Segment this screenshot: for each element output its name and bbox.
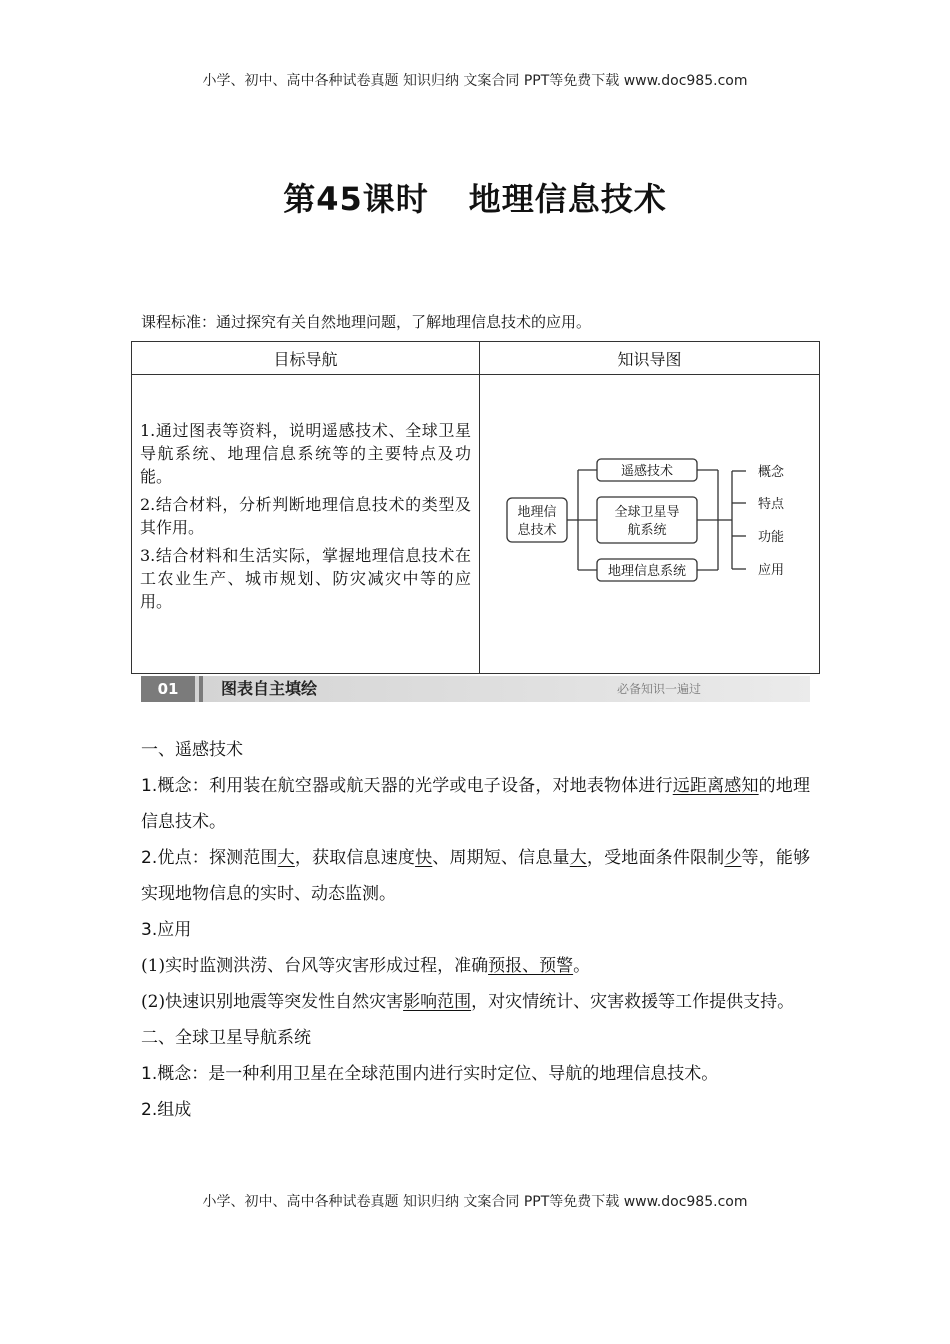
mindmap-leaf-concept: 概念 — [758, 465, 785, 480]
rs-application-1: (1)实时监测洪涝、台风等灾害形成过程，准确预报、预警。 — [141, 956, 591, 976]
mindmap-leaf-applications: 应用 — [758, 563, 785, 578]
heading-remote-sensing: 一、遥感技术 — [141, 740, 243, 760]
curriculum-standard: 课程标准：通过探究有关自然地理问题，了解地理信息技术的应用。 — [141, 313, 592, 331]
rs-applications-heading: 3.应用 — [141, 920, 192, 940]
mindmap-leaf-features: 特点 — [758, 497, 785, 512]
goals-list — [132, 375, 479, 613]
mindmap-branch-gis: 地理信息系统 — [607, 564, 687, 579]
mindmap-root-line1: 地理信 — [517, 505, 557, 520]
section-divider — [199, 676, 203, 702]
blank-answer: 影响范围 — [403, 992, 472, 1012]
blank-answer: 大 — [277, 848, 295, 868]
mindmap-root-line2: 息技术 — [517, 523, 557, 538]
rs-advantages: 2.优点：探测范围大，获取信息速度快、周期短、信息量大，受地面条件限制少等，能够实现地物信息的实时、动态监测。 — [141, 848, 811, 904]
knowledge-mindmap — [480, 375, 820, 675]
section-title: 图表自主填绘 — [221, 679, 318, 698]
page-title — [0, 174, 950, 220]
blank-answer: 远距离感知 — [672, 776, 759, 796]
section-banner — [141, 676, 810, 702]
mindmap-header: 知识导图 — [480, 342, 820, 375]
section-tag: 必备知识一遍过 — [617, 682, 702, 696]
gnss-concept: 1.概念：是一种利用卫星在全球范围内进行实时定位、导航的地理信息技术。 — [141, 1064, 719, 1084]
blank-answer: 少 — [724, 848, 742, 868]
goal-item: 1.通过图表等资料，说明遥感技术、全球卫星导航系统、地理信息系统等的主要特点及功能。 — [140, 421, 471, 486]
content-body — [141, 732, 810, 1128]
mindmap-branch-gnss-line1: 全球卫星导 — [614, 505, 680, 520]
goal-item: 3.结合材料和生活实际，掌握地理信息技术在工农业生产、城市规划、防灾减灾中等的应用。 — [140, 546, 471, 611]
page-header: 小学、初中、高中各种试卷真题 知识归纳 文案合同 PPT等免费下载 www.doc985.com — [202, 73, 748, 89]
mindmap-cell — [480, 375, 820, 674]
goals-table — [131, 341, 820, 674]
section-number: 01 — [141, 676, 195, 702]
goals-cell — [132, 375, 480, 674]
lesson-number: 第45课时 — [283, 180, 429, 218]
mindmap-leaf-functions: 功能 — [758, 530, 785, 545]
rs-concept: 1.概念：利用装在航空器或航天器的光学或电子设备，对地表物体进行远距离感知的地理信息技术。 — [141, 776, 810, 832]
mindmap-branch-gnss-line2: 航系统 — [627, 523, 667, 538]
page-footer: 小学、初中、高中各种试卷真题 知识归纳 文案合同 PPT等免费下载 www.doc985.com — [202, 1194, 748, 1210]
blank-answer: 预报、预警 — [488, 956, 574, 976]
lesson-topic: 地理信息技术 — [468, 180, 667, 218]
blank-answer: 快 — [415, 848, 433, 868]
goals-header: 目标导航 — [132, 342, 480, 375]
rs-application-2: (2)快速识别地震等突发性自然灾害影响范围，对灾情统计、灾害救援等工作提供支持。 — [141, 992, 795, 1012]
heading-gnss: 二、全球卫星导航系统 — [141, 1028, 311, 1048]
blank-answer: 大 — [569, 848, 587, 868]
goal-item: 2.结合材料，分析判断地理信息技术的类型及其作用。 — [140, 495, 471, 537]
mindmap-branch-remote-sensing: 遥感技术 — [620, 464, 674, 479]
gnss-composition-heading: 2.组成 — [141, 1100, 192, 1120]
